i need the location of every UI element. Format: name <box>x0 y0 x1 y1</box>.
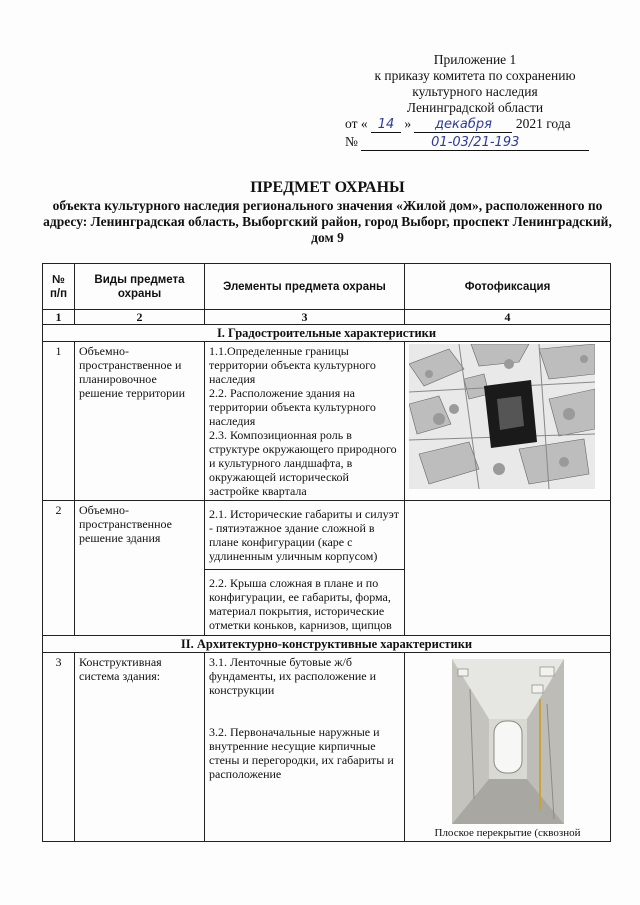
header-elements: Элементы предмета охраны <box>205 264 405 310</box>
appendix-line-3: культурного наследия <box>412 84 538 99</box>
aerial-map-image <box>409 344 595 489</box>
appendix-line-1: Приложение 1 <box>433 52 517 67</box>
row-1-photo <box>405 342 611 501</box>
date-day: 14 <box>371 117 401 133</box>
row-2-elements <box>205 501 405 636</box>
header-photo: Фотофиксация <box>405 264 611 310</box>
row-1-element-1: 1.1.Определенные границы территории объекта культурного наследия <box>209 344 376 386</box>
col-number-2: 2 <box>75 310 205 325</box>
row-2-element-2: 2.2. Крыша сложная в плане и по конфигурации, ее габариты, форма, материал покрытия, исторические отметки коньков, карнизов, щипцов <box>205 569 404 632</box>
table-row <box>43 342 611 501</box>
date-prefix: от « <box>345 116 368 131</box>
title-main: ПРЕДМЕТ ОХРАНЫ <box>250 179 405 196</box>
title-sub: объекта культурного наследия регионального значения «Жилой дом», расположенного по адресу: Ленинградская область, Выборгский район, город Выборг, проспект Ленинградский, дом 9 <box>43 198 612 245</box>
number-value: 01-03/21-193 <box>361 135 589 151</box>
protection-table <box>42 263 611 842</box>
row-1-element-3: 2.3. Композиционная роль в структуре окружающего природного и культурного ландшафта, в окружающей исторической застройке квартала <box>209 428 397 498</box>
row-1-element-2: 2.2. Расположение здания на территории объекта культурного наследия <box>209 386 376 428</box>
section-2-title: II. Архитектурно-конструктивные характеристики <box>43 636 611 653</box>
section-2-row <box>43 636 611 653</box>
row-3-kind: Конструктивная система здания: <box>75 653 205 842</box>
date-month: декабря <box>414 117 512 133</box>
row-1-elements <box>205 342 405 501</box>
date-mid: » <box>404 116 412 131</box>
row-2-num: 2 <box>43 501 75 636</box>
col-number-4: 4 <box>405 310 611 325</box>
order-date <box>345 116 571 133</box>
header-num: № п/п <box>43 264 75 310</box>
order-number <box>345 134 589 151</box>
corridor-photo <box>452 659 564 824</box>
header-kinds: Виды предмета охраны <box>75 264 205 310</box>
column-numbers-row <box>43 310 611 325</box>
row-2-element-1: 2.1. Исторические габариты и силуэт - пятиэтажное здание сложной в плане конфигурации (каре с удлиненным уличным корпусом) <box>209 507 400 563</box>
section-1-row <box>43 325 611 342</box>
row-3-element-1: 3.1. Ленточные бутовые ж/б фундаменты, их расположение и конструкции <box>209 655 377 697</box>
document-title <box>40 178 615 246</box>
row-2-photo <box>405 501 611 636</box>
col-number-1: 1 <box>43 310 75 325</box>
section-1-title: I. Градостроительные характеристики <box>43 325 611 342</box>
appendix-header <box>330 52 620 116</box>
appendix-line-2: к приказу комитета по сохранению <box>374 68 576 83</box>
row-3-elements <box>205 653 405 842</box>
row-1-kind: Объемно-пространственное и планировочное решение территории <box>75 342 205 501</box>
number-prefix: № <box>345 134 358 149</box>
row-3-photo <box>405 653 611 842</box>
col-number-3: 3 <box>205 310 405 325</box>
appendix-line-4: Ленинградской области <box>406 100 544 115</box>
row-1-num: 1 <box>43 342 75 501</box>
table-row <box>43 653 611 842</box>
row-3-element-2: 3.2. Первоначальные наружные и внутренние несущие кирпичные стены и перегородки, их габариты и расположение <box>209 725 394 781</box>
header-row <box>43 264 611 310</box>
row-2-kind: Объемно-пространственное решение здания <box>75 501 205 636</box>
table-row <box>43 501 611 636</box>
row-3-num: 3 <box>43 653 75 842</box>
date-year: 2021 года <box>515 116 571 131</box>
row-3-photo-caption: Плоское перекрытие (сквозной <box>434 827 581 839</box>
